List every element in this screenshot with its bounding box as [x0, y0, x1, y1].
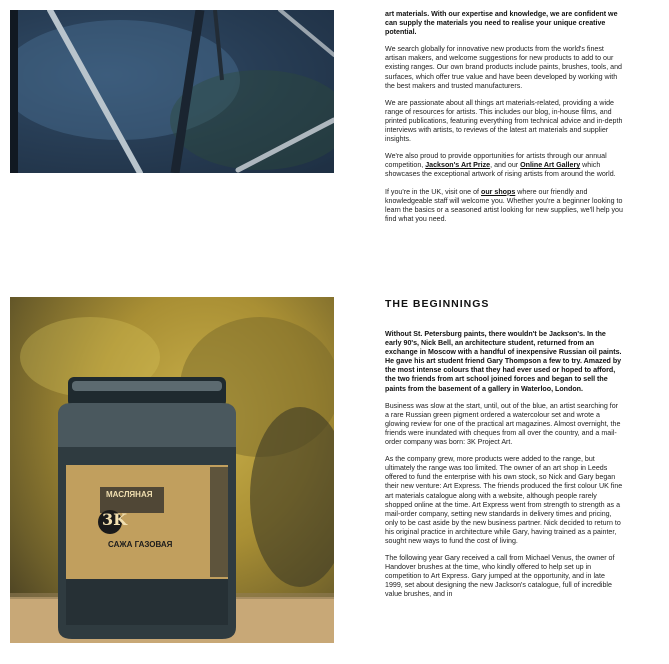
intro-paragraph-2: We are passionate about all things art materials-related, providing a wide range of resources for artists. This includes our blog, in-house films, and printed publications, featuring everything from technical advice and in-depth interviews with artists, to reviews of the latest art materials and supplier insights. [385, 98, 623, 144]
jar-label-line2: САЖА ГАЗОВАЯ [108, 540, 173, 549]
p4-text-b: where our friendly and knowledgeable staff will welcome you. Whether you're a beginner looking to learn the basics or a seasoned artist looking for new supplies, we'll help you find what you need. [385, 187, 623, 223]
stool-legs-image [10, 10, 334, 173]
beginnings-paragraph-3: The following year Gary received a call from Michael Venus, the owner of Handover brushes at the time, who kindly offered to help set up in competition to Art Express. Gary jumped at the opportunity, and in late 1999, set about designing the new Jackson's catalogue, full of incredible value brushes, and in [385, 554, 615, 599]
jar-label-line1: МАСЛЯНАЯ [106, 490, 153, 499]
online-art-gallery-link[interactable]: Online Art Gallery [520, 161, 581, 170]
beginnings-paragraph-2: As the company grew, more products were added to the range, but ultimately the range was too limited. The owner of an art shop in Leeds offered to fund the enterprise with his own stock, so Nick and Gary began their new venture: Art Express. The friends produced the first colour UK fine art materials catalogue along with a website, although people rarely shopped online at the time. Art Express went from strength to strength as a mail-order company, setting new standards in delivery times and pricing, only to be cast aside by the new business partner. Nick decided to return to his original practice in architecture while Gary, having trained as a painter, sought new ways to fund the cost of living. [385, 455, 623, 545]
russian-paint-jar-image [10, 297, 334, 643]
our-shops-link[interactable]: our shops [480, 187, 516, 196]
beginnings-bold-paragraph: Without St. Petersburg paints, there wouldn't be Jackson's. In the early 90's, Nick Bell, an architecture student, returned from an exchange in Moscow with a handful of inexpensive Russian oil paints. He gave his art student friend Gary Thompson a few to try. Amazed by the most intense colours that they had ever used or hoped to afford, the two friends from art school joined forces and began to sell the paints from the basement of a gallery in Waterloo, London. [385, 330, 622, 393]
paint-jar-photo [10, 297, 334, 643]
section-heading: THE BEGINNINGS [385, 298, 490, 310]
intro-paragraph-3 [385, 152, 623, 179]
p3-text-c: which showcases the exceptional artwork of rising artists from around the world. [385, 161, 616, 179]
beginnings-paragraph-1: Business was slow at the start, until, out of the blue, an artist searching for a rare Russian green pigment ordered a watercolour set and wrote a glowing review for one of the practical art magazines. Almost overnight, the friends were inundated with cheques from all over the country, and a mail-order company was born: 3K Project Art. [385, 401, 621, 447]
p3-text-a: We're also proud to provide opportunities for artists through our annual competition, [385, 152, 607, 170]
intro-section [385, 10, 623, 232]
jacksons-art-prize-link[interactable]: Jackson's Art Prize [425, 161, 491, 170]
p3-text-b: , and our [490, 161, 521, 170]
art-studio-photo [10, 10, 334, 173]
intro-bold-paragraph: art materials. With our expertise and knowledge, we are confident we can supply the materials you need to realise your unique creative potential. [385, 10, 618, 37]
p4-text-a: If you're in the UK, visit one of [385, 187, 481, 196]
beginnings-section [385, 330, 623, 608]
intro-paragraph-1: We search globally for innovative new products from the world's finest artisan makers, and welcome suggestions for new products to add to our existing ranges. Our own brand products include paints, brushes, tools, and surfaces, which offer true value and have been developed by working with the best makers and trusted manufacturers. [385, 45, 622, 90]
jar-label-logo: 3K [102, 510, 128, 529]
intro-paragraph-4 [385, 188, 623, 224]
